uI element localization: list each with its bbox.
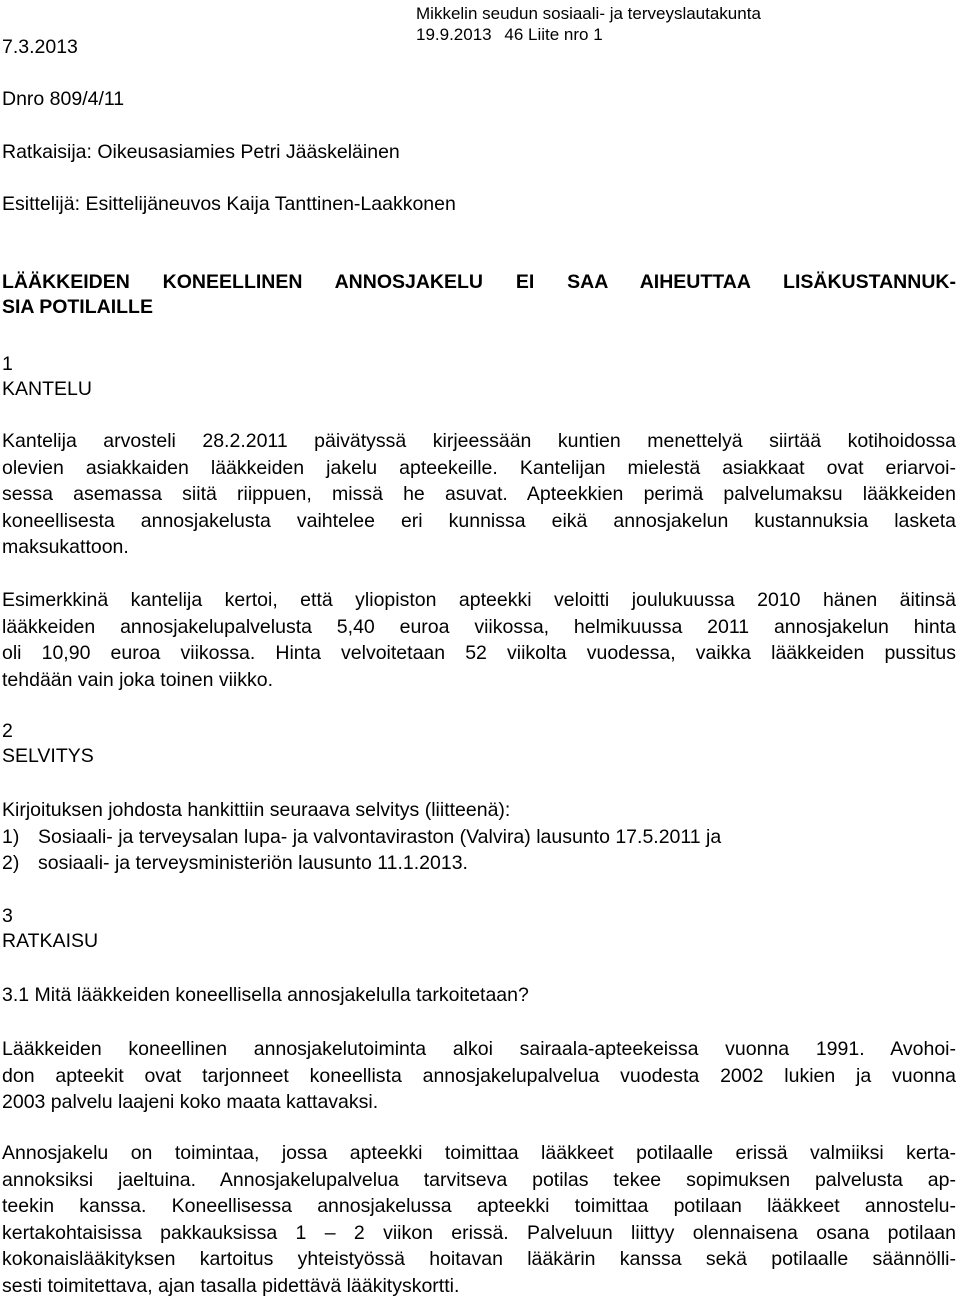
section-1-heading — [2, 352, 956, 402]
paragraph-line: maksukattoon. — [2, 536, 129, 558]
list-item-text: sosiaali- ja terveysministeriön lausunto 11.1.2013. — [38, 852, 468, 874]
paragraph-line: Esimerkkinä kantelija kertoi, että yliopiston apteekki veloitti joulukuussa 2010 hänen äitinsä — [2, 589, 956, 611]
section-1-paragraph-2 — [2, 587, 956, 693]
paragraph-line: sessa asemassa siitä riippuen, missä he asuvat. Apteekkien perimä palvelumaksu lääkkeiden — [2, 483, 956, 505]
paragraph-line: kokonaislääkityksen kartoitus yhteistyössä hoitavan lääkärin kanssa sekä potilaalle säännölli- — [2, 1248, 956, 1270]
section-3-paragraph-2 — [2, 1140, 956, 1299]
paragraph-line: don apteekit ovat tarjonneet koneellista annosjakelupalvelua vuodesta 2002 lukien ja vuonna — [2, 1064, 956, 1087]
section-3-title: RATKAISU — [2, 930, 99, 952]
paragraph-line: koneellisesta annosjakelusta vaihtelee eri kunnissa eikä annosjakelun kustannuksia lasketa — [2, 509, 956, 532]
list-item — [2, 850, 956, 877]
section-2-body — [2, 797, 956, 877]
section-3-paragraph-1 — [2, 1036, 956, 1116]
section-2-title: SELVITYS — [2, 745, 94, 767]
presenter: Esittelijä: Esittelijäneuvos Kaija Tanttinen-Laakkonen — [2, 193, 456, 215]
paragraph-line: Annosjakelu on toimintaa, jossa apteekki toimittaa lääkkeet potilaalle erissä valmiiksi kerta- — [2, 1142, 956, 1164]
list-item-number: 2) — [2, 852, 20, 874]
section-1-number: 1 — [2, 353, 13, 375]
committee-stamp: Mikkelin seudun sosiaali- ja terveyslautakunta — [416, 4, 761, 23]
decider: Ratkaisija: Oikeusasiamies Petri Jääskeläinen — [2, 141, 400, 163]
section-ref: 46 Liite nro 1 — [504, 25, 603, 44]
meeting-stamp — [416, 25, 603, 45]
list-item — [2, 824, 956, 851]
paragraph-line: lääkkeiden annosjakelupalvelusta 5,40 euroa viikossa, helmikuussa 2011 annosjakelun hinta — [2, 615, 956, 638]
paragraph-line: kertakohtaisissa pakkauksissa 1 – 2 viikon erissä. Palveluun liittyy olennaisena osana potilaan — [2, 1221, 956, 1244]
paragraph-line: annoksiksi jaeltuina. Annosjakelupalvelua tarvitseva potilas tekee sopimuksen palvelusta ap- — [2, 1168, 956, 1191]
paragraph-line: olevien asiakkaiden lääkkeiden jakelu apteekeille. Kantelijan mielestä asiakkaat ovat eriarvoi- — [2, 456, 956, 479]
paragraph-line: tehdään vain joka toinen viikko. — [2, 668, 274, 691]
paragraph-line: 2003 palvelu laajeni koko maata kattavaksi. — [2, 1091, 379, 1113]
document-date: 7.3.2013 — [2, 36, 78, 58]
section-2-heading — [2, 719, 956, 769]
section-1-paragraph-1 — [2, 428, 956, 561]
paragraph-line: sesti toimitettava, ajan tasalla pidettävä lääkityskortti. — [2, 1274, 460, 1297]
section-3-subheading: 3.1 Mitä lääkkeiden koneellisella annosjakelulla tarkoitetaan? — [2, 984, 529, 1006]
document-title — [2, 270, 956, 320]
section-2-intro: Kirjoituksen johdosta hankittiin seuraava selvitys (liitteenä): — [2, 799, 511, 821]
section-1-title: KANTELU — [2, 378, 92, 400]
section-3-heading — [2, 904, 956, 954]
section-3-number: 3 — [2, 905, 13, 927]
paragraph-line: oli 10,90 euroa viikossa. Hinta velvoitetaan 52 viikolta vuodessa, vaikka lääkkeiden pussitus — [2, 642, 956, 664]
list-item-text: Sosiaali- ja terveysalan lupa- ja valvontaviraston (Valvira) lausunto 17.5.2011 ja — [38, 825, 722, 848]
title-line-1: LÄÄKKEIDEN KONEELLINEN ANNOSJAKELU EI SAA AIHEUTTAA LISÄKUSTANNUK- — [2, 271, 956, 293]
meeting-ref: 19.9.2013 — [416, 25, 492, 44]
section-2-number: 2 — [2, 720, 13, 742]
paragraph-line: teekin kanssa. Koneellisessa annosjakelussa apteekki toimittaa potilaan lääkkeet annostelu- — [2, 1195, 956, 1217]
title-line-2: SIA POTILAILLE — [2, 296, 153, 318]
list-item-number: 1) — [2, 825, 20, 848]
paragraph-line: Lääkkeiden koneellinen annosjakelutoiminta alkoi sairaala-apteekeissa vuonna 1991. Avohoi- — [2, 1038, 956, 1060]
dnro: Dnro 809/4/11 — [2, 88, 125, 110]
paragraph-line: Kantelija arvosteli 28.2.2011 päivätyssä kirjeessään kuntien menettelyä siirtää kotihoidossa — [2, 430, 956, 452]
